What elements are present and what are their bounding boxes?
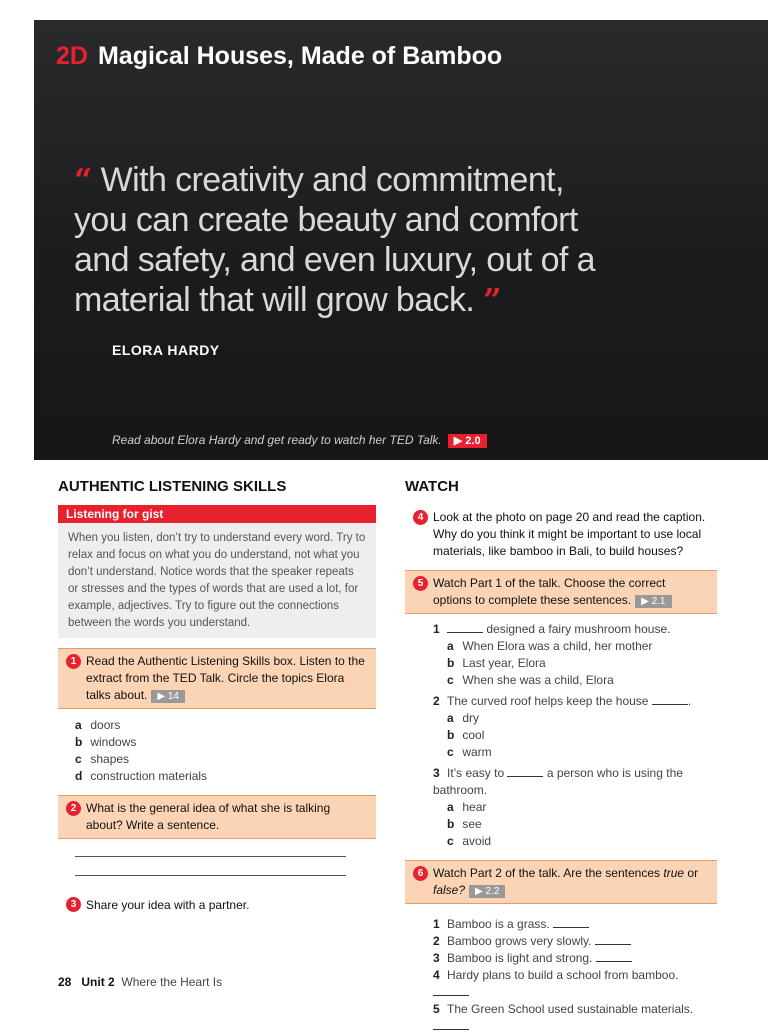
task-text: Share your idea with a partner.	[86, 898, 250, 912]
task-text: Watch Part 1 of the talk. Choose the correct options to complete these sentences.	[433, 576, 666, 607]
task-number: 5	[413, 576, 428, 591]
question-1: 1 designed a fairy mushroom house.	[433, 622, 671, 636]
left-column	[58, 478, 376, 918]
list-item[interactable]: c When she was a child, Elora	[447, 673, 614, 687]
list-item[interactable]: a When Elora was a child, her mother	[447, 639, 653, 653]
question-2: 2 The curved roof helps keep the house .	[433, 694, 692, 708]
list-item[interactable]: a hear	[447, 800, 487, 814]
task-text: Read the Authentic Listening Skills box. Listen to the extract from the TED Talk. Circle the topics Elora talks about.	[86, 654, 365, 702]
ted-quote	[74, 160, 614, 320]
task-text: What is the general idea of what she is talking about? Write a sentence.	[86, 801, 331, 832]
task-number: 3	[66, 897, 81, 912]
list-item[interactable]: d construction materials	[75, 769, 208, 783]
section-heading: WATCH	[405, 478, 459, 495]
intro-line	[112, 433, 487, 448]
close-quote-mark: ”	[483, 281, 501, 319]
list-item[interactable]: c warm	[447, 745, 492, 759]
writing-line[interactable]	[75, 855, 346, 857]
list-item[interactable]: b cool	[447, 728, 485, 742]
question-list	[405, 621, 717, 850]
page-number: 28	[58, 975, 72, 989]
options-list	[58, 717, 376, 785]
list-item[interactable]: 1 Bamboo is a grass.	[433, 916, 717, 933]
section-heading: AUTHENTIC LISTENING SKILLS	[58, 478, 287, 495]
answer-blank[interactable]	[507, 767, 543, 777]
task-number: 2	[66, 801, 81, 816]
writing-line[interactable]	[75, 874, 346, 876]
page-title	[56, 42, 502, 71]
skills-box-text: When you listen, don’t try to understand every word. Try to relax and focus on what you do understand, not what you don’t understand. Notice words that the speaker repeats or stresses and the types of words that are used a lot, for example, adjectives. Try to figure out the connections between the words you understand.	[58, 523, 376, 638]
quote-text: With creativity and commitment, you can create beauty and comfort and safety, and even luxury, out of a material that will grow back.	[74, 161, 595, 319]
unit-title: Where the Heart Is	[121, 975, 223, 989]
task-6: 6 Watch Part 2 of the talk. Are the sentences true or false? ▶ 2.2	[405, 860, 717, 904]
statement-list	[405, 916, 717, 1035]
list-item[interactable]: 4 Hardy plans to build a school from bamboo.	[433, 967, 717, 1001]
answer-blank[interactable]	[652, 695, 688, 705]
task-number: 6	[413, 866, 428, 881]
hero-banner	[34, 20, 768, 460]
intro-text: Read about Elora Hardy and get ready to watch her TED Talk.	[112, 433, 442, 447]
task-4	[405, 505, 717, 564]
page-footer	[58, 975, 222, 989]
list-item[interactable]: c avoid	[447, 834, 492, 848]
list-item[interactable]: b Last year, Elora	[447, 656, 546, 670]
quote-author: ELORA HARDY	[112, 342, 220, 358]
audio-link[interactable]: ▶ 14	[151, 690, 185, 703]
task-1	[58, 648, 376, 709]
unit-label: Unit 2	[81, 975, 115, 989]
skills-box-title: Listening for gist	[58, 505, 376, 523]
task-number: 1	[66, 654, 81, 669]
task-number: 4	[413, 510, 428, 525]
lesson-title: Magical Houses, Made of Bamboo	[97, 42, 503, 70]
list-item[interactable]: a doors	[75, 718, 121, 732]
list-item[interactable]: c shapes	[75, 752, 130, 766]
task-text: Look at the photo on page 20 and read the caption. Why do you think it might be important to use local materials, like bamboo in Bali, to build houses?	[433, 510, 706, 558]
video-link[interactable]: ▶ 2.1	[635, 595, 671, 608]
list-item[interactable]: b windows	[75, 735, 137, 749]
writing-lines[interactable]	[75, 855, 346, 876]
list-item[interactable]: 2 Bamboo grows very slowly.	[433, 933, 717, 950]
answer-blank[interactable]	[447, 623, 483, 633]
list-item[interactable]: 5 The Green School used sustainable materials.	[433, 1001, 717, 1035]
task-3	[58, 893, 376, 918]
open-quote-mark: “	[74, 161, 92, 199]
video-link[interactable]: ▶ 2.0	[448, 434, 487, 448]
list-item[interactable]: a dry	[447, 711, 480, 725]
question-3: 3 It’s easy to a person who is using the bathroom.	[433, 766, 683, 797]
task-5	[405, 570, 717, 614]
task-2	[58, 795, 376, 839]
lesson-code: 2D	[56, 42, 88, 70]
video-link[interactable]: ▶ 2.2	[469, 885, 505, 898]
task-text: Watch Part 2 of the talk. Are the sentences	[433, 866, 661, 880]
list-item[interactable]: 3 Bamboo is light and strong.	[433, 950, 717, 967]
right-column	[405, 478, 717, 1035]
list-item[interactable]: b see	[447, 817, 482, 831]
